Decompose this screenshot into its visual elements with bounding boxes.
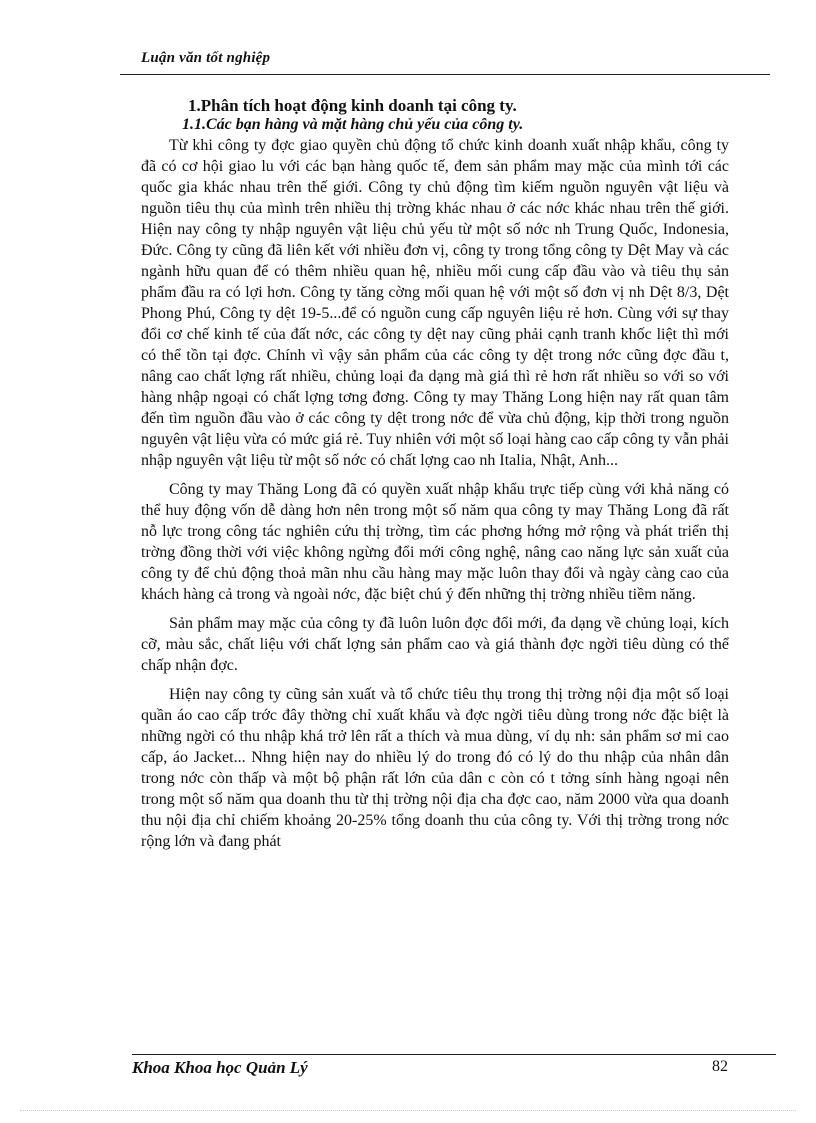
footer-faculty: Khoa Khoa học Quản Lý <box>132 1058 308 1077</box>
paragraph: Từ khi công ty đợc giao quyền chủ động tổ chức kinh doanh xuất nhập khẩu, công ty đã có cơ hội giao lu với các bạn hàng quốc tế, đem sản phẩm may mặc của mình tới các quốc gia khác nhau trên thế giới. Công ty chủ động tìm kiếm nguồn nguyên vật liệu và nguồn tiêu thụ của mình trên nhiều thị trờng khác nhau ở các nớc khác nhau trên thế giới. Hiện nay công ty nhập nguyên vật liệu chủ yếu từ một số nớc nh Trung Quốc, Indonesia, Đức. Công ty cũng đã liên kết với nhiều đơn vị, công ty trong tổng công ty Dệt May và các ngành hữu quan để có thêm nhiều quan hệ, nhiều mối cung cấp đầu vào và tiêu thụ sản phẩm đầu ra có lợi hơn. Công ty tăng cờng mối quan hệ với một số đơn vị nh Dệt 8/3, Dệt Phong Phú, Công ty dệt 19-5...để có nguồn cung cấp nguyên liệu rẻ hơn. Cùng với sự thay đổi cơ chế kinh tế của đất nớc, các công ty dệt nay cũng phải cạnh tranh khốc liệt thì mới có thể tồn tại đợc. Chính vì vậy sản phẩm của các công ty dệt trong nớc cũng đợc đầu t, nâng cao chất lợng rất nhiều, chủng loại đa dạng mà giá thì rẻ hơn rất nhiều so với so với hàng nhập ngoại có chất lợng tơng đơng. Công ty may Thăng Long hiện nay rất quan tâm đến tìm nguồn đầu vào ở các công ty dệt trong nớc để vừa chủ động, kịp thời trong nguồn nguyên vật liệu vừa có mức giá rẻ. Tuy nhiên với một số loại hàng cao cấp công ty vẫn phải nhập nguyên vật liệu từ một số nớc có chất lợng cao nh Italia, Nhật, Anh... <box>141 137 729 469</box>
subsection-heading: 1.1.Các bạn hàng và mặt hàng chủ yếu của công ty. <box>182 116 524 133</box>
header-divider <box>120 74 770 75</box>
paragraph: Hiện nay công ty cũng sản xuất và tổ chức tiêu thụ trong thị trờng nội địa một số loại quần áo cao cấp trớc đây thờng chỉ xuất khẩu và đợc ngời tiêu dùng trong nớc đặc biệt là những ngời có thu nhập khá trở lên rất a thích và mua dùng, ví dụ nh: sản phẩm sơ mi cao cấp, áo Jacket... Nhng hiện nay do nhiều lý do trong đó có lý do thu nhập của nhân dân trong nớc còn thấp và một bộ phận rất lớn của dân c còn có t tởng sính hàng ngoại nên trong một số năm qua doanh thu từ thị trờng nội địa cha đợc cao, năm 2000 vừa qua doanh thu nội địa chỉ chiếm khoảng 20-25% tổng doanh thu của công ty. Với thị trờng trong nớc rộng lớn và đang phát <box>141 686 729 850</box>
running-header: Luận văn tốt nghiệp <box>141 50 271 66</box>
body-text <box>141 135 729 860</box>
paragraph: Công ty may Thăng Long đã có quyền xuất nhập khẩu trực tiếp cùng với khả năng có thể huy động vốn dễ dàng hơn nên trong một số năm qua công ty may Thăng Long đã rất nỗ lực trong công tác nghiên cứu thị trờng, tìm các phơng hớng mở rộng và phát triển thị trờng đồng thời với việc không ngừng đổi mới công nghệ, nâng cao năng lực sản xuất của công ty để chủ động thoả mãn nhu cầu hàng may mặc luôn thay đổi và ngày càng cao của khách hàng cả trong và ngoài nớc, đặc biệt chú ý đến những thị trờng nhiều tiềm năng. <box>141 481 729 603</box>
footer-divider <box>132 1054 776 1055</box>
page-edge-dots <box>20 1110 796 1111</box>
page-number: 82 <box>712 1058 728 1075</box>
paragraph: Sản phẩm may mặc của công ty đã luôn luôn đợc đổi mới, đa dạng về chủng loại, kích cỡ, màu sắc, chất liệu với chất lợng sản phẩm cao và giá thành đợc ngời tiêu dùng có thể chấp nhận đợc. <box>141 615 729 674</box>
section-heading: 1.Phân tích hoạt động kinh doanh tại công ty. <box>188 96 517 115</box>
